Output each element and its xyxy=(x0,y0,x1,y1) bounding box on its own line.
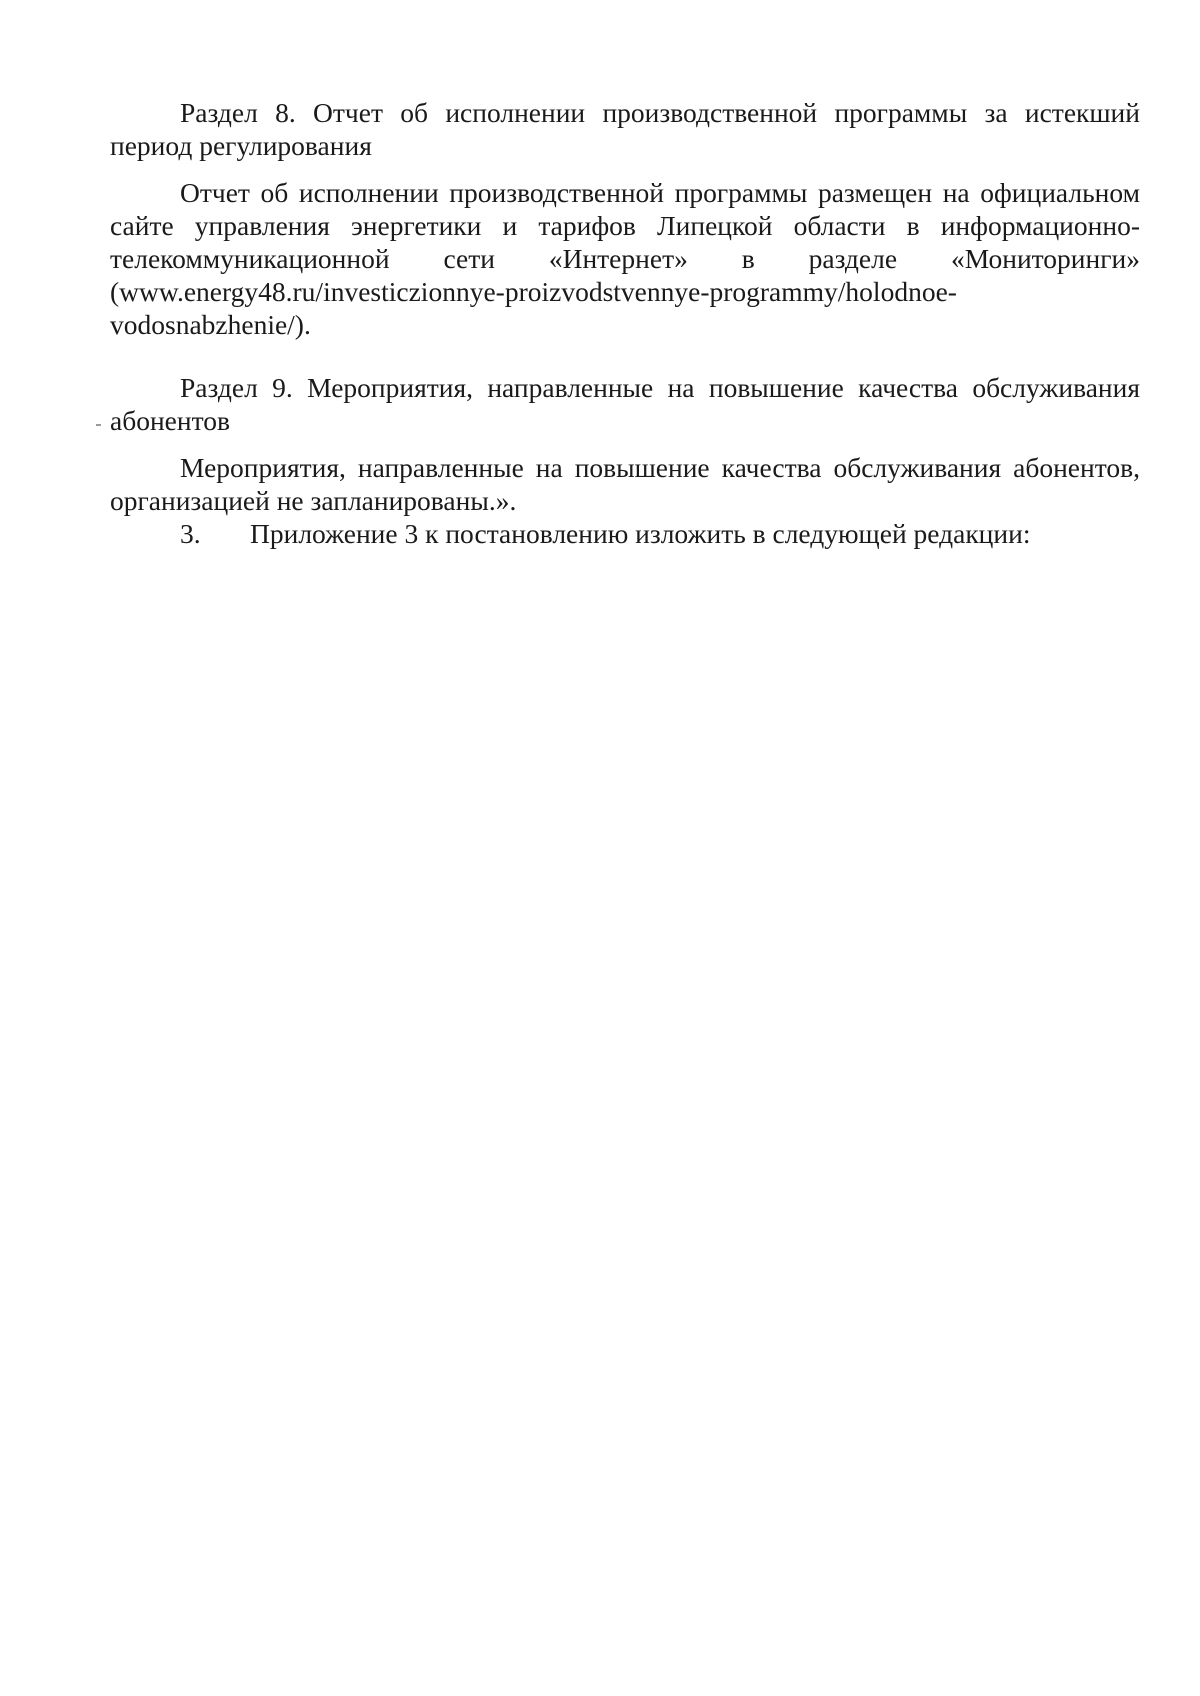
section-8-body: Отчет об исполнении производственной программы размещен на официальном сайте управления энергетики и тарифов Липецкой области в информационно-телекоммуникационной сети «Интернет» в разделе «Мониторинги» (www.energy48.ru/investiczionnye-proizvodstvennye-programmy/holodnoe-vodosnabzhenie/). xyxy=(110,177,1140,340)
section-8-heading: Раздел 8. Отчет об исполнении производственной программы за истекший период регулирования xyxy=(110,97,1140,161)
section-9-body: Мероприятия, направленные на повышение качества обслуживания абонентов, организацией не запланированы.». xyxy=(110,452,1140,516)
scan-artifact xyxy=(96,424,101,426)
document-body xyxy=(110,96,1140,550)
item-3-number: 3. xyxy=(180,518,201,549)
item-3 xyxy=(110,517,1140,550)
item-3-text: Приложение 3 к постановлению изложить в следующей редакции: xyxy=(250,518,1031,549)
section-9-heading: Раздел 9. Мероприятия, направленные на повышение качества обслуживания абонентов xyxy=(110,372,1140,436)
